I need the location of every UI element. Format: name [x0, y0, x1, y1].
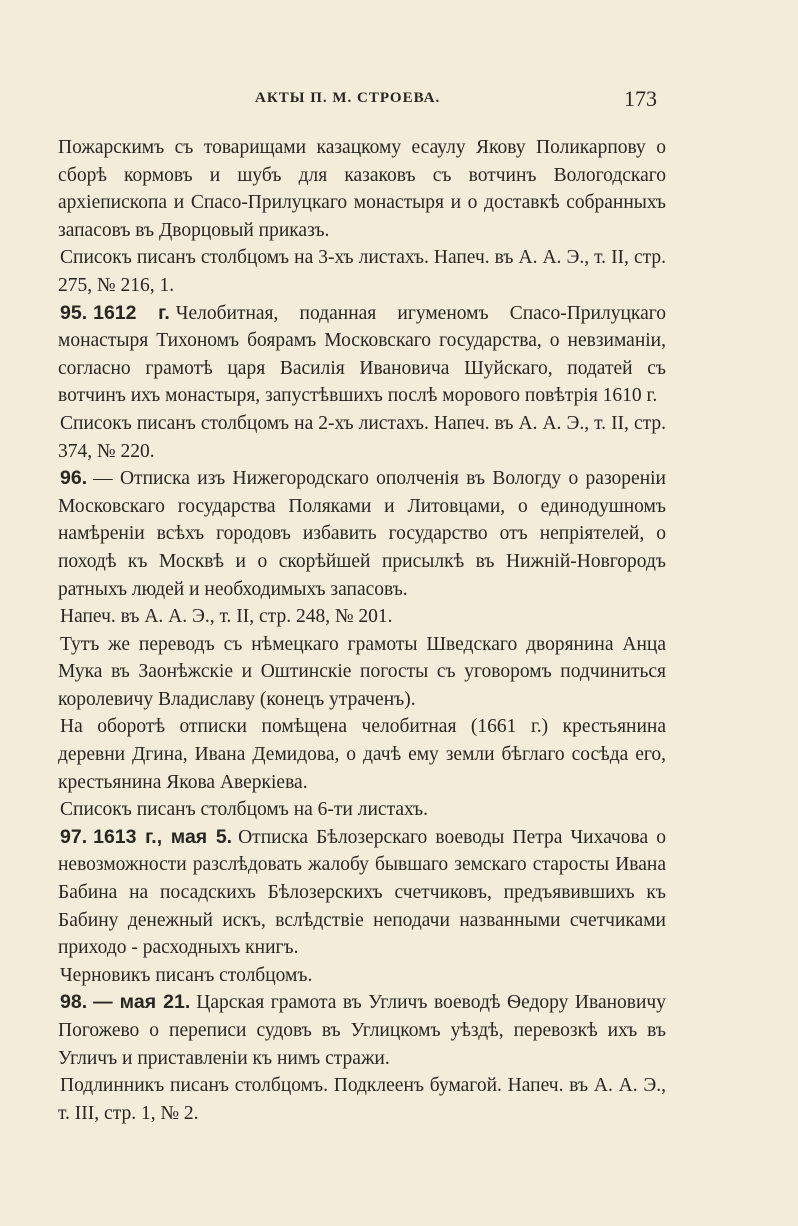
- entry-number: 98.: [60, 991, 88, 1014]
- entry-number: 96.: [60, 467, 88, 490]
- note-paragraph: Списокъ писанъ столбцомъ на 2-хъ листахъ. Напеч. въ А. А. Э., т. II, стр. 374, № 220.: [58, 412, 666, 462]
- entry-96: [58, 465, 666, 603]
- entry-number: 95.: [60, 301, 88, 324]
- note-paragraph: Подлинникъ писанъ столбцомъ. Подклеенъ бумагой. Напеч. въ А. А. Э., т. III, стр. 1, № 2.: [58, 1075, 666, 1124]
- entry-text: Отписка Бѣлозерскаго воеводы Петра Чихачова о невозможности разслѣдовать жалобу бывшаго земскаго старосты Ивана Бабина на посадскихъ Бѣлозерскихъ счетчиковъ, предъявившихъ къ Бабину денежный искъ, вслѣдствіе неподачи названными счетчиками приходо - расходныхъ книгъ.: [58, 826, 666, 959]
- page-header: [0, 86, 798, 116]
- entry-95: [58, 300, 666, 410]
- page-number: 173: [624, 86, 657, 111]
- note-paragraph: На оборотѣ отписки помѣщена челобитная (1661 г.) крестьянина деревни Дгина, Ивана Демидова, о дачѣ ему земли бѣглаго сосѣда его, крестьянина Якова Аверкіева.: [58, 716, 666, 793]
- entry-text: Челобитная, поданная игуменомъ Спасо-Прилуцкаго монастыря Тихономъ боярамъ Московскаго государства, о невзиманіи, согласно грамотѣ царя Василія Ивановича Шуйскаго, податей съ вотчинъ ихъ монастыря, запустѣвшихъ послѣ моровoго повѣтрія 1610 г.: [58, 302, 666, 407]
- note-paragraph: Тутъ же переводъ съ нѣмецкаго грамоты Шведскаго дворянина Анца Мука въ Заонѣжскіе и Оштинскіе погосты съ уговоромъ подчиниться королевичу Владиславу (конецъ утраченъ).: [58, 633, 666, 710]
- entry-date: 1613 г., мая 5.: [93, 825, 233, 848]
- entry-text: — Отписка изъ Нижегородскаго ополченія въ Вологду о разореніи Московскаго государства Поляками и Литовцами, о единодушномъ намѣреніи всѣхъ городовъ избавить государство отъ непріятелей, о походѣ къ Москвѣ и о скорѣйшей присылкѣ въ Нижній-Новгородъ ратныхъ людей и необходимыхъ запасовъ.: [58, 468, 666, 600]
- note-paragraph: Списокъ писанъ столбцомъ на 6-ти листахъ.: [60, 799, 428, 821]
- paragraph-continued: Пожарскимъ съ товарищами казацкому есаулу Якову Поликарпову о сборѣ кормовъ и шубъ для казаковъ съ вотчинъ Вологодскаго архіепископа и Спасо-Прилуцкаго монастыря и о доставкѣ собранныхъ запасовъ въ Дворцовый приказъ.: [58, 137, 666, 241]
- entry-date: — мая 21.: [93, 991, 191, 1014]
- entry-97: [58, 824, 666, 962]
- page-body: [58, 134, 666, 1127]
- note-paragraph: Напеч. въ А. А. Э., т. II, стр. 248, № 201.: [60, 606, 393, 628]
- entry-text: Царская грамота въ Угличъ воеводѣ Ѳедору Ивановичу Погожево о переписи судовъ въ Углицкомъ уѣздѣ, перевозкѣ ихъ въ Угличъ и приставленіи къ нимъ стражи.: [58, 992, 666, 1069]
- running-title: АКТЫ П. М. СТРОЕВА.: [255, 90, 441, 106]
- entry-98: [58, 989, 666, 1072]
- note-paragraph: Черновикъ писанъ столбцомъ.: [60, 964, 313, 986]
- note-paragraph: Списокъ писанъ столбцомъ на 3-хъ листахъ. Напеч. въ А. А. Э., т. II, стр. 275, № 216, 1.: [58, 247, 666, 296]
- entry-date: 1612 г.: [93, 301, 170, 324]
- entry-number: 97.: [60, 825, 88, 848]
